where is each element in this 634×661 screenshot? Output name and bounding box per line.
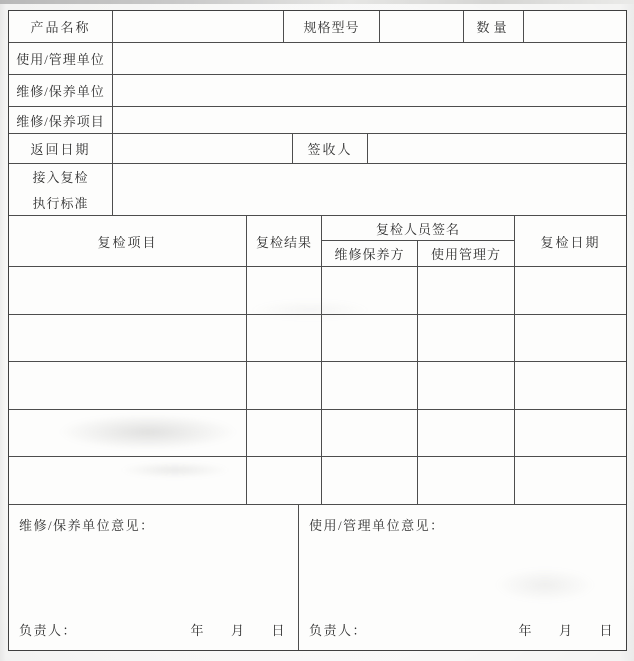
recheck-table-body xyxy=(9,267,626,505)
recheck-table-row xyxy=(9,457,626,505)
quantity-label: 数量 xyxy=(476,20,511,35)
quantity-label-cell xyxy=(464,11,524,42)
sign-usage-cell xyxy=(418,362,515,409)
scan-edge-artifact xyxy=(0,0,634,4)
recheck-result-header-cell xyxy=(247,216,322,266)
maintenance-unit-value-cell xyxy=(113,75,626,106)
return-date-label: 返回日期 xyxy=(30,142,91,157)
product-name-label: 产品名称 xyxy=(30,20,91,35)
maintenance-items-value-cell xyxy=(113,107,626,133)
sign-maintenance-header-cell xyxy=(322,241,418,266)
recheck-date-cell xyxy=(515,457,626,504)
recheck-result-header: 复检结果 xyxy=(255,234,312,250)
recheck-item-cell xyxy=(9,362,247,409)
date-ymd xyxy=(518,620,616,639)
sign-maintenance-cell xyxy=(322,457,418,504)
row-maintenance-unit xyxy=(9,75,626,107)
return-date-label-cell xyxy=(9,134,113,163)
sign-usage-cell xyxy=(418,410,515,457)
product-name-label-cell xyxy=(9,11,113,42)
sign-maintenance-cell xyxy=(322,410,418,457)
maintenance-items-label-cell xyxy=(9,107,113,133)
person-in-charge-label: 负责人： xyxy=(309,623,368,638)
recheck-standard-label-cell xyxy=(9,164,113,215)
recheck-date-cell xyxy=(515,362,626,409)
recheck-signature-group xyxy=(322,216,515,266)
day-label: 日 xyxy=(271,623,286,638)
usage-opinion-footer xyxy=(309,620,616,639)
recheck-table-row xyxy=(9,267,626,315)
month-label: 月 xyxy=(230,623,246,638)
sign-usage-cell xyxy=(418,267,515,314)
recheck-standard-label-line1: 接入复检 xyxy=(32,170,89,185)
sign-usage-header: 使用管理方 xyxy=(430,247,501,262)
maintenance-opinion-section xyxy=(9,505,299,650)
row-maintenance-items xyxy=(9,107,626,134)
spec-model-label-cell xyxy=(284,11,380,42)
recheck-item-header-cell xyxy=(9,216,247,266)
recheck-item-cell xyxy=(9,315,247,362)
signee-label-cell xyxy=(293,134,368,163)
recheck-table-row xyxy=(9,362,626,410)
recheck-result-cell xyxy=(247,315,322,362)
recheck-table-header xyxy=(9,216,626,267)
usage-opinion-section xyxy=(299,505,626,650)
recheck-item-header: 复检项目 xyxy=(97,234,158,250)
sign-maintenance-cell xyxy=(322,315,418,362)
year-label: 年 xyxy=(518,623,533,638)
maintenance-unit-label: 维修/保养单位 xyxy=(16,84,105,99)
day-label: 日 xyxy=(599,623,614,638)
sign-usage-cell xyxy=(418,315,515,362)
recheck-signature-group-header-cell xyxy=(322,216,514,241)
recheck-result-cell xyxy=(247,362,322,409)
maintenance-opinion-label: 维修/保养单位意见： xyxy=(19,518,155,533)
spec-model-label: 规格型号 xyxy=(303,20,360,35)
recheck-table-row xyxy=(9,315,626,363)
sign-usage-header-cell xyxy=(418,241,514,266)
maintenance-items-label: 维修/保养项目 xyxy=(16,113,105,129)
recheck-item-cell xyxy=(9,267,247,314)
row-usage-unit xyxy=(9,43,626,75)
year-label: 年 xyxy=(190,623,205,638)
sign-usage-cell xyxy=(418,457,515,504)
maintenance-unit-label-cell xyxy=(9,75,113,106)
sign-maintenance-header: 维修保养方 xyxy=(334,247,405,262)
usage-unit-value-cell xyxy=(113,43,626,74)
recheck-date-cell xyxy=(515,410,626,457)
recheck-item-cell xyxy=(9,457,247,504)
recheck-signature-subheaders xyxy=(322,241,514,266)
usage-unit-label-cell xyxy=(9,43,113,74)
recheck-result-cell xyxy=(247,410,322,457)
month-label: 月 xyxy=(558,623,574,638)
signee-value-cell xyxy=(368,134,626,163)
recheck-date-header: 复检日期 xyxy=(540,234,601,250)
quantity-value-cell xyxy=(524,11,626,42)
sign-maintenance-cell xyxy=(322,267,418,314)
recheck-date-cell xyxy=(515,267,626,314)
recheck-signature-group-header: 复检人员签名 xyxy=(375,221,460,237)
recheck-date-cell xyxy=(515,315,626,362)
row-return-date xyxy=(9,134,626,164)
date-ymd xyxy=(190,620,288,639)
maintenance-opinion-footer xyxy=(19,620,288,639)
return-date-value-cell xyxy=(113,134,293,163)
recheck-standard-label-line2: 执行标准 xyxy=(32,196,89,211)
person-in-charge-label: 负责人： xyxy=(19,623,78,638)
recheck-table-row xyxy=(9,410,626,458)
usage-unit-label: 使用/管理单位 xyxy=(16,52,105,67)
maintenance-recheck-form-table xyxy=(8,10,627,651)
sign-maintenance-cell xyxy=(322,362,418,409)
recheck-standard-label xyxy=(32,167,88,212)
usage-opinion-label: 使用/管理单位意见： xyxy=(309,518,445,533)
recheck-standard-value-cell xyxy=(113,164,626,215)
recheck-date-header-cell xyxy=(515,216,626,266)
recheck-item-cell xyxy=(9,410,247,457)
row-product xyxy=(9,11,626,43)
spec-model-value-cell xyxy=(380,11,464,42)
opinion-section xyxy=(9,505,626,650)
recheck-result-cell xyxy=(247,457,322,504)
row-recheck-standard xyxy=(9,164,626,216)
recheck-result-cell xyxy=(247,267,322,314)
product-name-value-cell xyxy=(113,11,284,42)
signee-label: 签收人 xyxy=(307,142,353,157)
